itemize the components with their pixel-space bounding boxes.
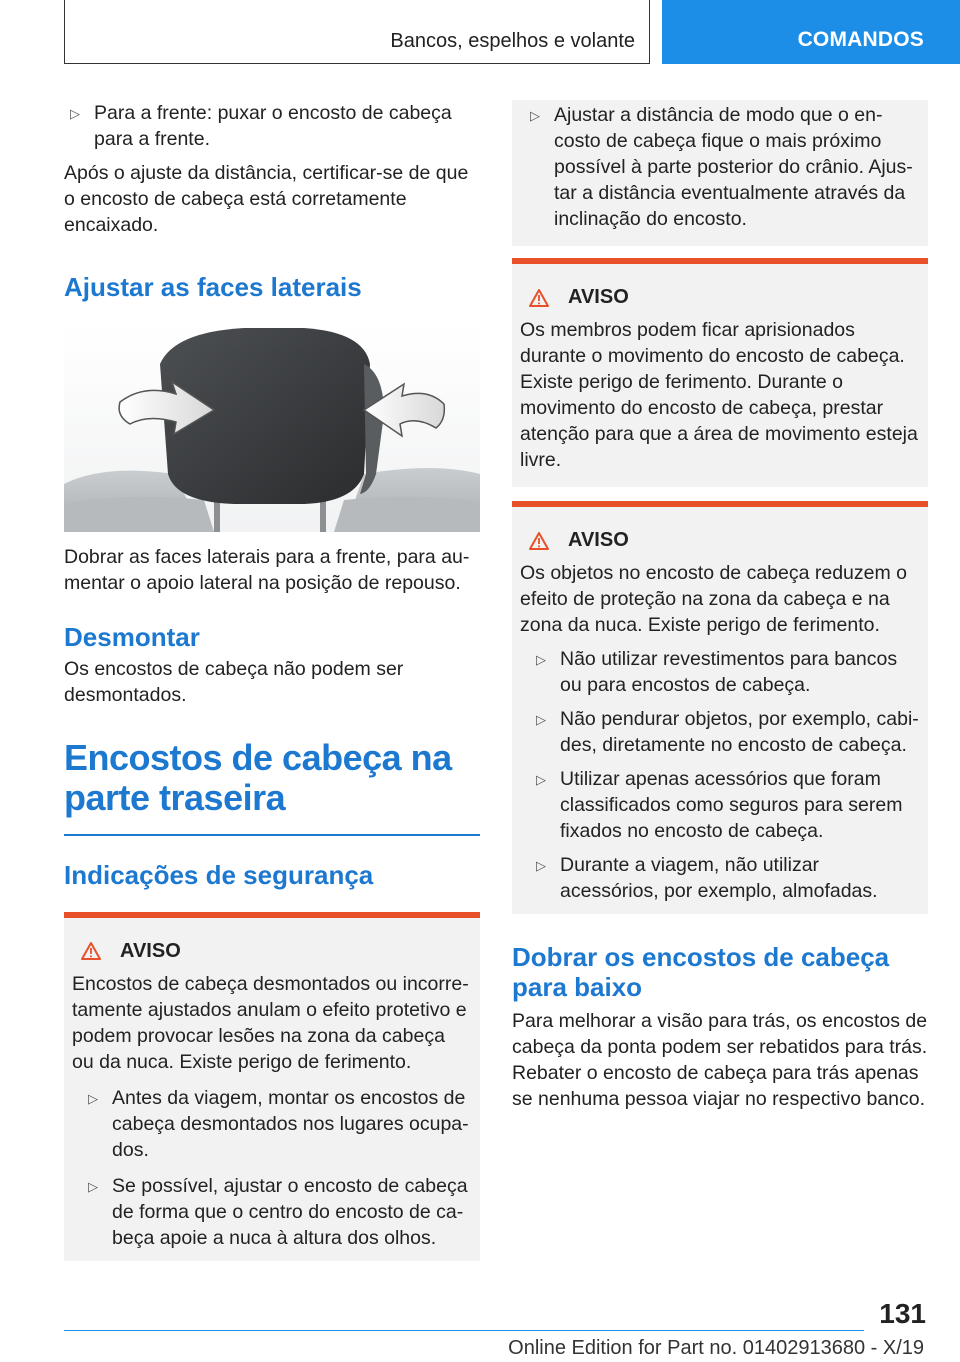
bullet-triangle-icon: ▷ <box>536 652 546 667</box>
warning-triangle-icon <box>80 941 102 961</box>
footer-edition: Online Edition for Part no. 01402913680 - X/19 <box>508 1337 924 1359</box>
warning-title: AVISO <box>520 529 920 552</box>
list-item: ▷ Antes da viagem, montar os encostos de cabeça desmontados nos lugares ocupados. <box>88 1086 469 1161</box>
warning-box <box>512 258 928 487</box>
warning-box <box>64 912 480 1261</box>
list-item: ▷ Ajustar a distância de modo que o encosto de cabeça fique o mais próximo possível à parte posterior do crânio. Ajustar a distância eventualmente através da inclinação do encosto. <box>530 104 913 230</box>
headrest-illustration <box>64 324 480 532</box>
paragraph-after-adjust: Após o ajuste da distância, certificar-se de que o encosto de cabeça está corretamente encaixado. <box>64 162 469 236</box>
warning-text: Os membros podem ficar aprisionados durante o movimento do encosto de cabeça. Existe perigo de ferimento. Durante o movimento do encosto de cabeça, prestar atenção para que a área de movimento esteja livre. <box>520 319 918 471</box>
bullet-triangle-icon: ▷ <box>88 1178 98 1194</box>
header-section-box <box>64 0 650 64</box>
bullet-triangle-icon: ▷ <box>536 712 546 727</box>
list-item: ▷ Se possível, ajustar o encosto de cabeça de forma que o centro do encosto de cabeça apoie a nuca à altura dos olhos. <box>88 1174 468 1249</box>
heading-safety: Indicações de segurança <box>64 859 374 890</box>
heading-rear-headrests: Encostos de cabeça na parte traseira <box>64 737 452 818</box>
bullet-triangle-icon: ▷ <box>536 858 546 873</box>
list-item: ▷ Não pendurar objetos, por exemplo, cabides, diretamente no encosto de cabeça. <box>536 708 919 756</box>
section-title: Bancos, espelhos e volante <box>390 30 635 52</box>
heading-rule <box>64 834 480 836</box>
chapter-tab <box>662 0 960 64</box>
chapter-tab-label: COMANDOS <box>797 28 924 51</box>
warning-box <box>512 501 928 914</box>
page-number: 131 <box>879 1298 926 1329</box>
warning-triangle-icon <box>528 288 550 308</box>
right-column <box>512 100 928 1112</box>
list-item: ▷ Para a frente: puxar o encosto de cabeça para a frente. <box>70 102 452 150</box>
warning-text: Os objetos no encosto de cabeça reduzem o efeito de proteção na zona da cabeça e na zona da nuca. Existe perigo de ferimento. <box>520 562 907 636</box>
footer-rule <box>64 1330 864 1331</box>
paragraph-side-faces: Dobrar as faces laterais para a frente, para aumentar o apoio lateral na posição de repouso. <box>64 546 470 594</box>
warning-title: AVISO <box>520 286 920 309</box>
bullet-triangle-icon: ▷ <box>530 108 540 123</box>
paragraph-fold-down: Para melhorar a visão para trás, os encostos de cabeça da ponta podem ser rebatidos para trás. Rebater o encosto de cabeça para trás apenas se nenhuma pessoa viajar no respectivo banco. <box>512 1010 928 1110</box>
info-box <box>512 100 928 246</box>
bullet-triangle-icon: ▷ <box>88 1090 98 1106</box>
bullet-triangle-icon: ▷ <box>70 106 80 121</box>
list-item: ▷ Utilizar apenas acessórios que foram classificados como seguros para serem fixados no encosto de cabeça. <box>536 768 903 842</box>
warning-title: AVISO <box>72 940 472 963</box>
left-column <box>64 100 480 1261</box>
list-item: ▷ Não utilizar revestimentos para bancos ou para encostos de cabeça. <box>536 648 898 696</box>
heading-fold-down: Dobrar os encostos de cabeça para baixo <box>512 942 890 1002</box>
paragraph-dismount: Os encostos de cabeça não podem ser desmontados. <box>64 658 404 706</box>
list-item: ▷ Durante a viagem, não utilizar acessórios, por exemplo, almofadas. <box>536 854 878 902</box>
warning-triangle-icon <box>528 531 550 551</box>
heading-dismount: Desmontar <box>64 622 200 652</box>
heading-side-faces: Ajustar as faces laterais <box>64 272 362 302</box>
bullet-triangle-icon: ▷ <box>536 772 546 787</box>
warning-text: Encostos de cabeça desmontados ou incorretamente ajustados anulam o efeito protetivo e podem provocar lesões na zona da cabeça ou da nuca. Existe perigo de ferimento. <box>72 972 469 1073</box>
